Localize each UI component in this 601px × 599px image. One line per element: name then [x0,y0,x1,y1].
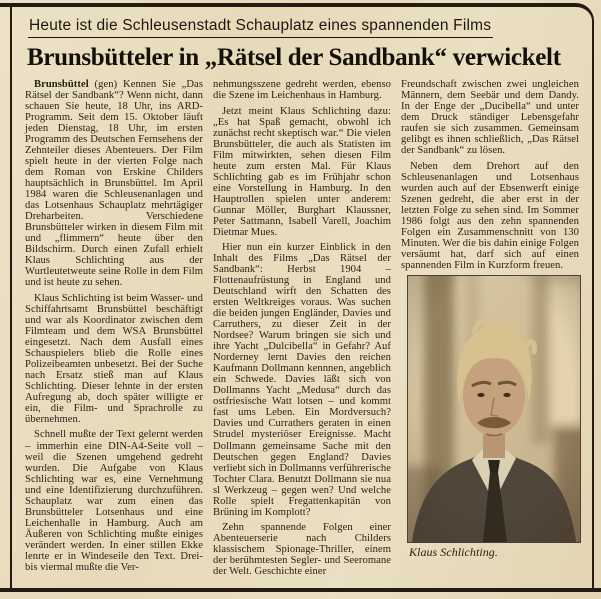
column-3 [401,79,579,559]
kicker-row [25,14,579,38]
kicker: Heute ist die Schleusenstadt Schauplatz eines spannenden Films [28,17,493,38]
photo-figure [407,275,579,558]
article-frame [10,3,594,588]
paragraph: Hier nun ein kurzer Einblick in den Inhalt des Films „Das Rätsel der Sandbank“: Herbst 1904 – Flottenaufrüstung in England und Deutschland wirft den Schatten des ersten Weltkreiges voraus. Was suchen die beiden jungen Engländer, Davies und Carruthers, zu dieser Zeit in der Nordsee? Warum bringen sie sich und ihre Yacht „Dulcibella“ in Gefahr? Auf Norderney lernt Davies den reichen Kaufmann Dollmann kennnen, angeblich ein Schwede. Davies läßt sich von Dollmanns Yacht „Medusa“ durch das ostfriesische Watt lotsen – und kommt fast ums Leben. Ein Mordversuch? Davies und Currathers geraten in einen Strudel mysteriöser Ereignisse. Macht Dollmann gemeinsame Sache mit den Deutschen gegen England? Davies verliebt sich in Dollmanns verführerische Tochter Clara. Benutzt Dollmann sie nua sl Werkzeug – gegen wen? Und welche Rolle spielt Fregattenkapitän von Brüning im Komplott? [213,242,391,518]
paragraph [25,79,203,288]
paragraph: Schnell mußte der Text gelernt werden – immerhin eine DIN-A4-Seite voll – weil die Szenen umgehend gedreht wurden. Die Aufgabe von Klaus Schlichting war es, eine Vernehmung und eine Identifizierung durchzuführen. Schauplatz war zum einen das Brunsbütteler Lotsenhaus und eine Leichenhalle in Hamburg. Auch am Äußeren von Schlichting mußte einiges verändert werden. In einer stillen Ekke lenrte er in Windeseile den Text. Drei- bis viermal mußte die Ver- [25,429,203,573]
photo-caption: Klaus Schlichting. [409,545,498,560]
paragraph: Zehn spannende Folgen einer Abenteuerserie nach Childers klassischem Spionage-Thriller, einem der berühmtesten Segler- und Seeromane der Welt. Geschichte einer [213,522,391,578]
paragraph: Klaus Schlichting ist beim Wasser- und Schiffahrtsamt Brunsbüttel beschäftigt und war als Koordinator zwischen dem Filmteam und dem WSA Brunsbüttel eingesetzt. Nach dem Ausfall eines Schauspielers blieb die Rolle eines Polizeibeamten unbesetzt. Bei der Suche nach Ersatz stieß man auf Klaus Schlichting. Dieser lehnte in der ersten Aufregung ab, doch später willigte er ein, die Film- und Sprachrolle zu übernehmen. [25,292,203,425]
bottom-rule [0,588,601,592]
headline: Brunsbütteler in „Rätsel der Sandbank“ verwickelt [27,44,561,71]
paragraph: Neben dem Drehort auf den Schleusenanlagen und Lotsenhaus wurden auch auf der Ebsenwerft einige Szenen gedreht, die aber erst in der letzten Folge zu sehen sind. Im Sommer 1986 folgt aus den zehn spannenden Folgen ein Zusammenschnitt von 130 Minuten. Wer die bis dahin einige Folgen versäumt hat, darf sich auf einen spannenden Film in Kurzform freuen. [401,160,579,271]
dateline: Brunsbüttel [34,79,89,90]
paragraph: nehmungsszene gedreht werden, ebenso die Szene im Leichenhaus in Hamburg. [213,79,391,102]
column-1 [25,79,203,577]
portrait-photo [407,275,581,543]
article-body [25,79,579,582]
paragraph: Freundschaft zwischen zwei ungleichen Männern, dem Seebär und dem Dandy. In der Enge der „Ducibella“ und unter dem Druck ständiger Lebensgefahr raufen sie sich zusammen. Gemeinsam gelibgt es ihnen schließlich, „Das Rätsel der Sandbank“ zu lösen. [401,79,579,157]
paragraph-text: (gen) Kennen Sie „Das Rätsel der Sandbank“? Wenn nicht, dann schauen Sie heute, 18 Uhr, ins ARD-Programm. Seit dem 15. Oktober läuft jeden Dienstag, 18 Uhr, im ersten Programm des Deutschen Fernsehens der Zehnteiler dieses Abenteuers. Der Film spielt heute in der vierten Folge nach dem Roman von Erskine Childers hauptsächlich in Brunsbüttel. Im April 1984 waren die Schleusenanlagen und das Lotsenhaus Schauplatz mehrtägiger Dreharbeiten. Verschiedene Brunsbütteler wirken in diesem Film mit und „flimmern“ heute über den Bildschirm. Durch einen Zufall erhielt Klaus Schlichting aus der Wurtleutetweute seine Rolle in dem Film und ist heute zu sehen. [25,79,203,289]
column-2 [213,79,391,582]
paragraph: Jetzt meint Klaus Schlichting dazu: „Es hat Spaß gemacht, obwohl ich zunächst recht skeptisch war.“ Die vielen Brunsbütteler, die auch als Statisten im Film mitwirkten, sehen diesen Film heute zum ersten Mal. Für Klaus Schlichting gab es im Frühjahr schon eine Vorstellung in Hamburg. In den Hauptrollen spielen unter anderem: Gunnar Möller, Burghart Klaussner, Peter Sattmann, Isabell Varell, Joachim Dietmar Mues. [213,105,391,238]
